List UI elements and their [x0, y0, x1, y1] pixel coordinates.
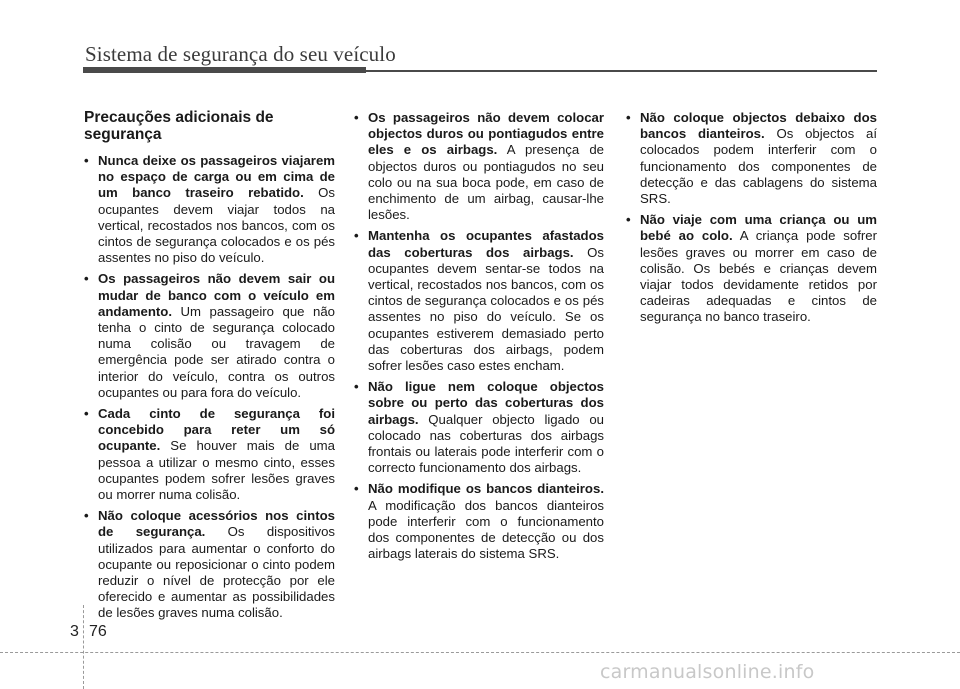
- list-item-heading: Os passageiros não devem sair ou mudar de banco com o veículo em andamento.: [98, 271, 335, 319]
- list-item: [84, 271, 335, 401]
- chapter-number: 3: [70, 623, 79, 640]
- list-item: [626, 110, 877, 207]
- list-item-heading: Não modifique os bancos dianteiros.: [368, 481, 604, 497]
- list-item-body: A modificação dos bancos dianteiros pode interferir com o funcionamento dos componentes de detecção ou dos airbags laterais do sistema SRS.: [368, 497, 604, 562]
- bullet-list-1: [84, 153, 335, 622]
- watermark: carmanualsonline.info: [600, 661, 815, 683]
- bullet-list-2: [354, 110, 604, 562]
- list-item-body: Os ocupantes devem sentar-se todos na vertical, recostados nos bancos, com os cintos de segurança colocados e os pés assentes no piso do veículo. Se os ocupantes estiverem demasiado perto das coberturas dos airbags, podem sofrer lesões caso estes encham.: [368, 244, 604, 374]
- page-number: 76: [89, 623, 107, 640]
- list-item-body: A presença de objectos duros ou pontiagudos no seu colo ou na sua boca pode, em caso de enchimento de um airbag, causar-lhe lesões.: [368, 142, 604, 223]
- list-item: [84, 406, 335, 503]
- list-item-body: Os dispositivos utilizados para aumentar o conforto do ocupante ou reposicionar o cinto podem reduzir o nível de protecção por ele oferecido e aumentar as possibilidades de lesões graves numa colisão.: [98, 524, 335, 621]
- list-item: [84, 153, 335, 266]
- bullet-list-3: [626, 110, 877, 326]
- footer-horizontal-rule: [0, 652, 960, 653]
- list-item-heading: Não viaje com uma criança ou um bebé ao colo.: [640, 212, 877, 244]
- column-2: [354, 110, 604, 567]
- header-bar: [83, 67, 366, 73]
- list-item-heading: Não coloque acessórios nos cintos de segurança.: [98, 508, 335, 540]
- list-item: [84, 508, 335, 621]
- list-item-heading: Não ligue nem coloque objectos sobre ou perto das coberturas dos airbags.: [368, 379, 604, 427]
- list-item-heading: Mantenha os ocupantes afastados das coberturas dos airbags.: [368, 228, 604, 260]
- list-item: [354, 110, 604, 223]
- column-3: [626, 110, 877, 331]
- list-item-body: Qualquer objecto ligado ou colocado nas coberturas dos airbags frontais ou laterais pode interferir com o correcto funcionamento dos airbags.: [368, 411, 604, 476]
- list-item-heading: Não coloque objectos debaixo dos bancos dianteiros.: [640, 110, 877, 142]
- list-item-heading: Cada cinto de segurança foi concebido para reter um só ocupante.: [98, 406, 335, 454]
- header-rule: [366, 70, 877, 72]
- list-item-heading: Nunca deixe os passageiros viajarem no espaço de carga ou em cima de um banco traseiro rebatido.: [98, 153, 335, 201]
- column-1: [84, 109, 335, 627]
- list-item-body: A criança pode sofrer lesões graves ou morrer em caso de colisão. Os bebés e crianças devem viajar todos devidamente retidos por cadeiras adequadas e cintos de segurança no banco traseiro.: [640, 228, 877, 325]
- list-item: [626, 212, 877, 325]
- list-item-body: Um passageiro que não tenha o cinto de segurança colocado numa colisão ou travagem de emergência pode ser atirado contra o interior do veículo, contra os outros ocupantes ou para fora do veículo.: [98, 303, 335, 400]
- list-item: [354, 379, 604, 476]
- list-item: [354, 481, 604, 562]
- header-title: Sistema de segurança do seu veículo: [85, 42, 396, 66]
- list-item-body: Se houver mais de uma pessoa a utilizar o mesmo cinto, esses ocupantes podem sofrer lesões graves ou morrer numa colisão.: [98, 438, 335, 503]
- section-title: Precauções adicionais de segurança: [84, 109, 274, 143]
- list-item-body: Os ocupantes devem viajar todos na vertical, recostados nos bancos, com os cintos de segurança colocados e os pés assentes no piso do veículo.: [98, 185, 335, 266]
- list-item: [354, 228, 604, 374]
- footer-vertical-rule: [83, 605, 84, 689]
- list-item-heading: Os passageiros não devem colocar objectos duros ou pontiagudos entre eles e os airbags.: [368, 110, 604, 158]
- list-item-body: Os objectos aí colocados podem interferir com o funcionamento dos componentes de detecção e das cablagens do sistema SRS.: [640, 126, 877, 207]
